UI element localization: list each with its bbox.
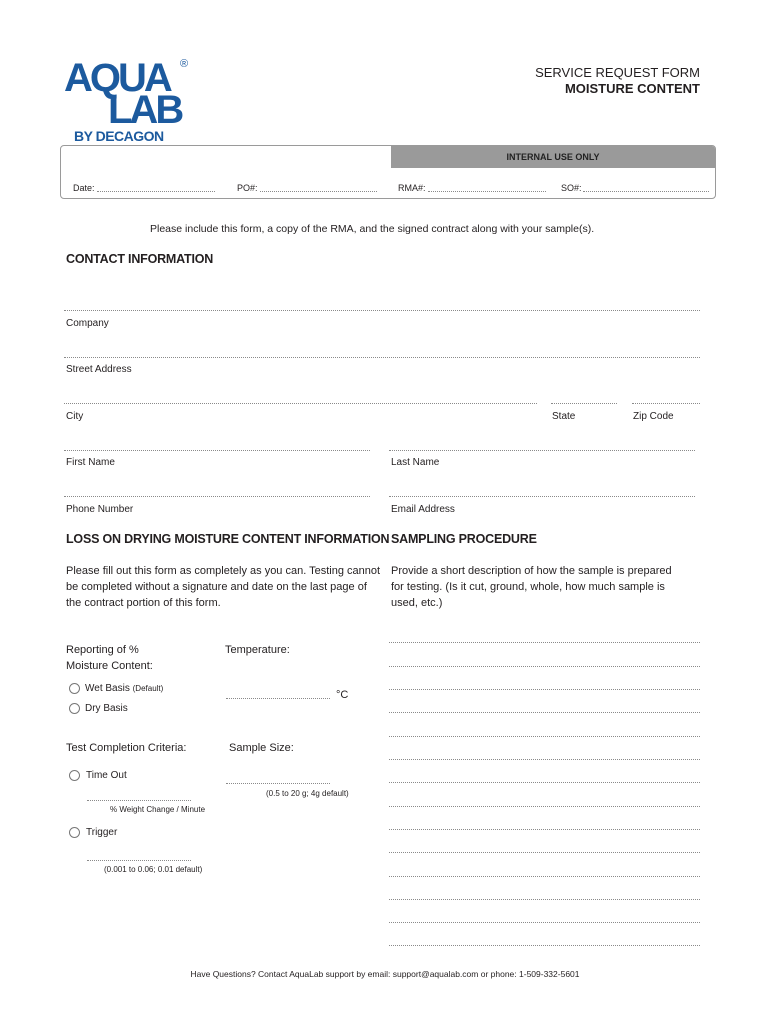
sampling-line[interactable] — [389, 712, 700, 713]
email-address-label: Email Address — [391, 504, 455, 515]
temperature-field[interactable] — [226, 698, 330, 699]
rma-field[interactable] — [428, 191, 546, 192]
sample-size-label: Sample Size: — [229, 742, 294, 754]
reporting-label-line-1: Reporting of % — [66, 644, 139, 656]
sampling-intro-line-1: Provide a short description of how the sample is prepared — [391, 565, 672, 577]
sampling-line[interactable] — [389, 782, 700, 783]
temperature-label: Temperature: — [225, 644, 290, 656]
internal-use-header — [391, 146, 715, 168]
weight-change-hint: % Weight Change / Minute — [110, 805, 206, 814]
sampling-line[interactable] — [389, 876, 700, 877]
street-address-field[interactable] — [64, 357, 700, 358]
sampling-heading: SAMPLING PROCEDURE — [391, 532, 537, 546]
sampling-line[interactable] — [389, 666, 700, 667]
logo-aqua-text: AQUA — [64, 56, 170, 100]
sampling-line[interactable] — [389, 852, 700, 853]
company-field[interactable] — [64, 310, 700, 311]
zip-code-label: Zip Code — [633, 411, 674, 422]
lod-intro-line-3: the contract portion of this form. — [66, 597, 221, 609]
wet-basis-radio[interactable] — [69, 683, 80, 694]
lod-heading: LOSS ON DRYING MOISTURE CONTENT INFORMATION — [66, 532, 390, 546]
dry-basis-label: Dry Basis — [85, 703, 128, 714]
sampling-line[interactable] — [389, 759, 700, 760]
sampling-intro-line-2: for testing. (Is it cut, ground, whole, how much sample is — [391, 581, 665, 593]
logo-lab-text: LAB — [108, 88, 182, 132]
contact-heading: CONTACT INFORMATION — [66, 252, 214, 266]
lod-intro-line-2: be completed without a signature and date on the last page of — [66, 581, 367, 593]
form-title: SERVICE REQUEST FORM — [535, 65, 700, 80]
sampling-line[interactable] — [389, 899, 700, 900]
last-name-label: Last Name — [391, 457, 440, 468]
first-name-field[interactable] — [64, 450, 370, 451]
sample-size-field[interactable] — [226, 783, 330, 784]
state-field[interactable] — [551, 403, 617, 404]
trigger-field[interactable] — [87, 860, 191, 861]
email-address-field[interactable] — [389, 496, 695, 497]
sampling-line[interactable] — [389, 642, 700, 643]
phone-number-field[interactable] — [64, 496, 370, 497]
sampling-intro-line-3: used, etc.) — [391, 597, 443, 609]
zip-code-field[interactable] — [632, 403, 700, 404]
sample-size-hint: (0.5 to 20 g; 4g default) — [266, 789, 349, 798]
footer-contact-text: Have Questions? Contact AquaLab support by email: support@aqualab.com or phone: 1-509-332-5601 — [190, 969, 580, 979]
time-out-label: Time Out — [86, 770, 127, 781]
date-field[interactable] — [97, 191, 215, 192]
first-name-label: First Name — [66, 457, 115, 468]
sampling-line[interactable] — [389, 689, 700, 690]
wet-basis-default: (Default) — [132, 684, 164, 693]
company-label: Company — [66, 318, 109, 329]
instruction-text: Please include this form, a copy of the RMA, and the signed contract along with your sample(s). — [150, 223, 595, 235]
trigger-radio[interactable] — [69, 827, 80, 838]
lod-intro-line-1: Please fill out this form as completely as you can. Testing cannot — [66, 565, 381, 577]
aqualab-logo — [64, 58, 194, 148]
so-label: SO#: — [561, 183, 582, 193]
sampling-line[interactable] — [389, 736, 700, 737]
street-address-label: Street Address — [66, 364, 132, 375]
time-out-radio[interactable] — [69, 770, 80, 781]
phone-number-label: Phone Number — [66, 504, 134, 515]
weight-change-field[interactable] — [87, 800, 191, 801]
logo-registered-mark: ® — [180, 58, 189, 70]
po-field[interactable] — [260, 191, 377, 192]
internal-use-heading: INTERNAL USE ONLY — [506, 152, 600, 162]
last-name-field[interactable] — [389, 450, 695, 451]
state-label: State — [552, 411, 576, 422]
po-label: PO#: — [237, 183, 258, 193]
trigger-hint: (0.001 to 0.06; 0.01 default) — [104, 865, 203, 874]
sampling-line[interactable] — [389, 806, 700, 807]
sampling-line[interactable] — [389, 922, 700, 923]
city-label: City — [66, 411, 84, 422]
wet-basis-text: Wet Basis — [85, 683, 130, 694]
trigger-label: Trigger — [86, 827, 118, 838]
celsius-unit: °C — [336, 689, 349, 701]
wet-basis-label — [85, 683, 163, 694]
rma-label: RMA#: — [398, 183, 426, 193]
sampling-line[interactable] — [389, 829, 700, 830]
dry-basis-radio[interactable] — [69, 703, 80, 714]
sampling-line[interactable] — [389, 945, 700, 946]
form-subtitle: MOISTURE CONTENT — [564, 81, 700, 96]
completion-criteria-label: Test Completion Criteria: — [66, 742, 187, 754]
logo-byline: BY DECAGON — [74, 128, 164, 144]
date-label: Date: — [73, 183, 95, 193]
city-field[interactable] — [64, 403, 537, 404]
reporting-label-line-2: Moisture Content: — [66, 660, 153, 672]
so-field[interactable] — [583, 191, 709, 192]
